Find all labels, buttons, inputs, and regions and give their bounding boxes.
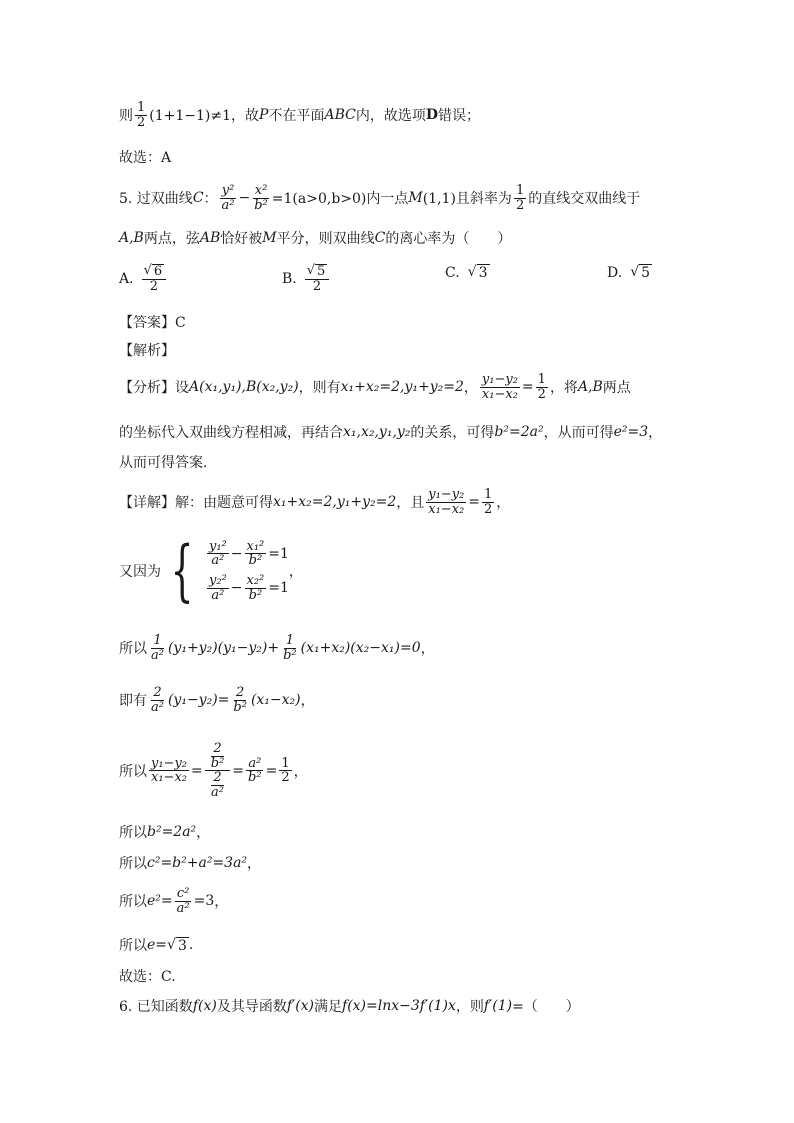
analysis-line2 — [119, 422, 662, 442]
option-label: C. — [445, 264, 460, 281]
text: ， — [463, 380, 478, 397]
text: 所以 — [119, 825, 147, 841]
option-label: B. — [282, 270, 297, 287]
text: 的关系，可得 — [410, 425, 495, 441]
analysis-label: 【解析】 — [119, 343, 175, 359]
text: ，将 — [549, 380, 578, 397]
points-ab: A,B — [577, 379, 603, 396]
fraction-half: $\frac{1}{2}$ — [537, 372, 546, 402]
text: 及其导函数 — [216, 999, 287, 1015]
option-b-value: √ 5 2 — [305, 264, 330, 293]
var-m: M — [262, 230, 277, 246]
option-label: D. — [607, 264, 623, 281]
text: 两点，弦 — [143, 231, 200, 247]
fraction-slope-xy: $\frac{\text{y₁−y₂}}{\text{x₁−x₂}}$ — [428, 487, 465, 517]
text: 所以 — [119, 856, 147, 872]
fraction-x2-b2: $\frac{\text{x²}}{\text{b²}}$ — [254, 183, 268, 213]
text: ，则 — [455, 999, 484, 1015]
expr: x₁+x₂=2,y₁+y₂=2 — [273, 494, 397, 511]
expr: (y₁−y₂)= — [167, 692, 230, 709]
text: ， — [420, 641, 435, 658]
chord-ab: AB — [199, 230, 221, 246]
expr: x₁,x₂,y₁,y₂ — [343, 424, 411, 440]
expr: e² — [147, 893, 161, 910]
text: − — [238, 190, 251, 207]
option-b[interactable] — [282, 264, 331, 293]
text: 即有 — [119, 693, 147, 710]
text: ， — [288, 564, 303, 580]
expr: A(x₁,y₁),B(x₂,y₂) — [189, 379, 299, 396]
fraction-slope: 1 2 — [515, 183, 525, 213]
expr: e= — [147, 937, 168, 953]
option-label: A. — [119, 270, 134, 287]
simplify-line: 即有 2 a² (y₁−y₂)= $\frac{2}{\text{b²}}$ (x₁−x₂) ， — [119, 685, 315, 715]
text: ，从而可得 — [543, 425, 614, 441]
text: 的离心率为（ ） — [385, 231, 512, 247]
text: ， — [247, 856, 262, 872]
expr: b²=2a² — [147, 824, 197, 840]
text: ， — [648, 425, 663, 441]
text: ， — [196, 825, 211, 841]
option-c[interactable] — [445, 264, 490, 281]
fraction-half: $\frac{1}{2}$ — [484, 487, 493, 517]
text: ： — [203, 191, 218, 208]
fraction-half: 1 2 — [137, 100, 146, 130]
plane-abc: ABC — [324, 107, 356, 124]
text: ， — [293, 763, 308, 780]
q5-stem-line1 — [119, 184, 640, 212]
fraction-y2-a2: y² a² — [221, 183, 235, 213]
text: ， — [214, 894, 229, 911]
analysis-line1 — [119, 373, 631, 401]
var-c: C — [192, 190, 204, 207]
option-a-value: √ 6 2 — [142, 264, 167, 293]
q5-stem-line2 — [119, 228, 511, 248]
text: (1+1−1)≠1，故 — [149, 108, 260, 125]
detail-line1 — [119, 488, 510, 516]
prev-conclusion-line — [119, 101, 480, 129]
text: 恰好被 — [220, 231, 263, 247]
expr: (y₁+y₂)(y₁−y₂)+ — [167, 640, 280, 657]
system-brace: { y₁² a² − $\frac{\text{x₁²}}{\text{b²}}$ =1 y₂² a² − $\frac{\text{x₂²}}{\text{b²}}$ =1 — [170, 532, 289, 609]
expr: (x₁−x₂) — [250, 692, 301, 709]
text: 不在平面 — [268, 108, 325, 125]
equation-system — [119, 532, 303, 609]
option-d-value: √ 5 — [630, 264, 651, 281]
expr: f′(1) — [483, 998, 513, 1014]
expr: (x₁+x₂)(x₂−x₁)=0 — [300, 640, 421, 657]
text: 的坐标代入双曲线方程相减，再结合 — [119, 425, 343, 441]
expr: x₁+x₂=2,y₁+y₂=2 — [340, 379, 464, 396]
text: =（ ） — [512, 999, 580, 1015]
option-d[interactable] — [607, 264, 652, 281]
text: 又因为 — [119, 564, 161, 580]
text: ，且 — [396, 495, 425, 512]
var-p: P — [259, 107, 269, 124]
text: 平分，则双曲线 — [276, 231, 375, 247]
points-ab: A,B — [119, 230, 144, 246]
text: =1(a>0,b>0)内一点 — [271, 191, 409, 208]
subtract-line: 所以 1 a² (y₁+y₂)(y₁−y₂)+ $\frac{1}{\text{b²}}$ (x₁+x₂)(x₂−x₁)=0 ， — [119, 633, 435, 663]
option-d: D — [425, 107, 438, 124]
text: 的直线交双曲线于 — [528, 191, 641, 208]
expr: c²=b²+a²=3a² — [147, 855, 248, 871]
final-answer: 故选：C. — [119, 969, 176, 985]
option-a[interactable] — [119, 264, 168, 293]
text: 则 — [119, 108, 133, 125]
text: 所以 — [119, 938, 147, 954]
expr: f(x) — [192, 998, 217, 1014]
text: 满足 — [314, 999, 343, 1015]
expr: e²=3 — [613, 424, 649, 440]
var-m: M — [408, 190, 423, 207]
text: 所以 — [119, 763, 147, 780]
prev-answer: 故选：A — [119, 150, 172, 166]
option-c-value: √ 3 — [467, 264, 488, 281]
result-e: 所以 e= √ 3 . — [119, 936, 194, 954]
text: 【分析】设 — [119, 380, 189, 397]
text: 错误； — [437, 108, 480, 125]
text: (1,1)且斜率为 — [422, 191, 512, 208]
text: 6. 已知函数 — [119, 999, 193, 1015]
text: ，则有 — [298, 380, 341, 397]
text: 5. 过双曲线 — [119, 191, 193, 208]
result-e2: 所以 e² = $\frac{\text{c²}}{\text{a²}}$ =3 ， — [119, 886, 229, 916]
result-c2 — [119, 853, 261, 873]
expr: b²=2a² — [494, 424, 544, 440]
text: = — [521, 379, 534, 396]
fraction-slope-xy: $\frac{\text{y₁−y₂}}{\text{x₁−x₂}}$ — [481, 372, 518, 402]
text: 所以 — [119, 641, 147, 658]
analysis-line3: 从而可得答案. — [119, 455, 208, 471]
var-c: C — [374, 230, 386, 246]
result-b2 — [119, 822, 210, 842]
q6-stem — [119, 996, 580, 1016]
ratio-line: 所以 $\frac{\text{y₁−y₂}}{\text{x₁−x₂}}$ = 2 b² $\frac{2}{\text{a²}}$ = $\frac{\text{a²}}{\text{b²}}$ = $\frac{1}{2}$ ， — [119, 741, 308, 800]
text: ， — [300, 693, 315, 710]
text: ， — [496, 495, 511, 512]
text: 【详解】解：由题意可得 — [119, 495, 273, 512]
text: = — [468, 494, 480, 511]
text: 两点 — [602, 380, 631, 397]
expr: f′(x) — [286, 998, 315, 1014]
answer-label: 【答案】C — [119, 315, 186, 331]
nested-fraction: 2 b² $\frac{2}{\text{a²}}$ — [205, 742, 231, 800]
expr: f(x)=lnx−3f′(1)x — [342, 998, 456, 1014]
text: 所以 — [119, 894, 147, 911]
text: 内，故选项 — [355, 108, 426, 125]
